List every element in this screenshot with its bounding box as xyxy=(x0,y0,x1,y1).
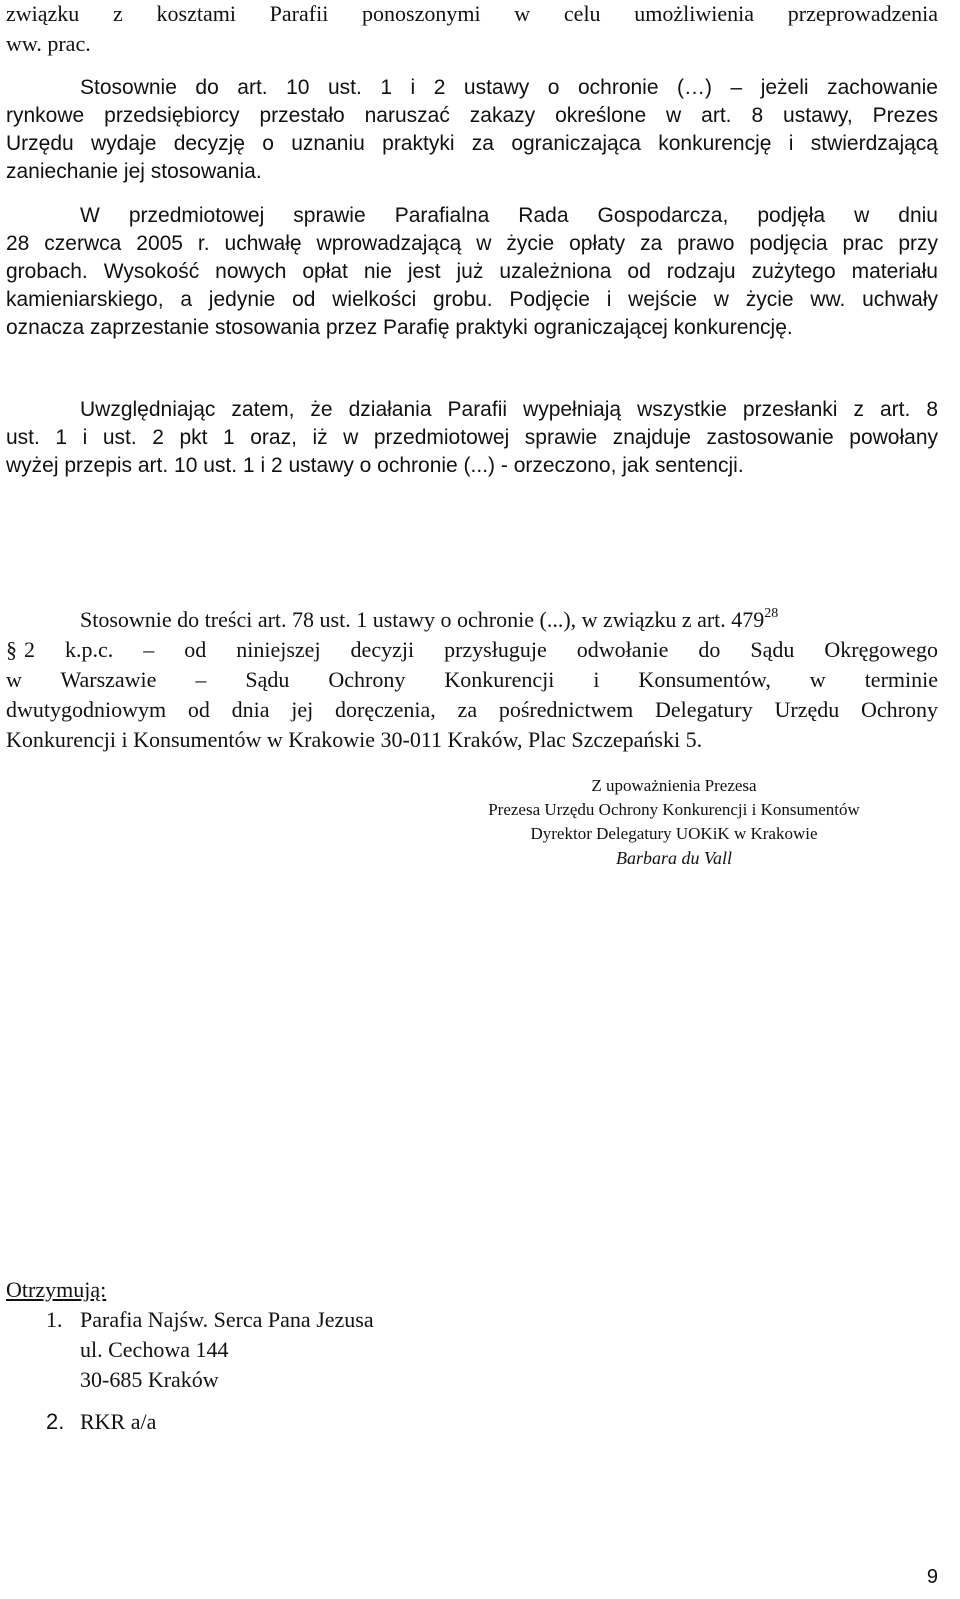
signature-line: Dyrektor Delegatury UOKiK w Krakowie xyxy=(530,824,818,843)
text-line: Stosownie do art. 10 ust. 1 i 2 ustawy o ochronie (…) – jeżeli zachowanie xyxy=(80,76,938,99)
paragraph-sign-icon: § xyxy=(6,637,17,662)
text-line: ust. 1 i ust. 2 pkt 1 oraz, iż w przedmiotowej sprawie znajduje zastosowanie powołany xyxy=(6,426,938,449)
text-line: związku z kosztami Parafii ponoszonymi w celu umożliwienia przeprowadzenia xyxy=(6,1,938,26)
signature-line: Z upoważnienia Prezesa xyxy=(591,776,757,795)
page-number: 9 xyxy=(926,1566,938,1588)
text-line: kamieniarskiego, a jedynie od wielkości grobu. Podjęcie i wejście w życie ww. uchwały xyxy=(6,288,938,311)
recipient-number: 1. xyxy=(46,1307,63,1332)
text-line-main: Stosownie do treści art. 78 ust. 1 ustawy o ochronie (...), w związku z art. 479 xyxy=(80,607,765,632)
signature-name: Barbara du Vall xyxy=(615,848,732,868)
text-line: ww. prac. xyxy=(6,31,91,56)
text-line: Uwzględniając zatem, że działania Parafii wypełniają wszystkie przesłanki z art. 8 xyxy=(80,398,938,421)
text-line: 28 czerwca 2005 r. uchwałę wprowadzającą w życie opłaty za prawo podjęcia prac przy xyxy=(6,232,938,255)
recipient-line: Parafia Najśw. Serca Pana Jezusa xyxy=(80,1307,374,1332)
text-line: oznacza zaprzestanie stosowania przez Parafię praktyki ograniczającej konkurencję. xyxy=(6,316,793,339)
recipient-line: 30-685 Kraków xyxy=(80,1367,219,1392)
text-line xyxy=(6,636,938,664)
text-line: Konkurencji i Konsumentów w Krakowie 30-011 Kraków, Plac Szczepański 5. xyxy=(6,727,703,752)
superscript-28: 28 xyxy=(764,606,779,621)
recipient-line: RKR a/a xyxy=(80,1409,157,1434)
text-line: W przedmiotowej sprawie Parafialna Rada Gospodarcza, podjęła w dniu xyxy=(80,204,938,227)
text-line: Urzędu wydaje decyzję o uznaniu praktyki za ograniczająca konkurencję i stwierdzającą xyxy=(6,132,938,155)
text-line: wyżej przepis art. 10 ust. 1 i 2 ustawy o ochronie (...) - orzeczono, jak sentencji. xyxy=(6,454,744,477)
recipients-title: Otrzymują: xyxy=(6,1277,107,1302)
text-line: grobach. Wysokość nowych opłat nie jest już uzależniona od rodzaju zużytego materiału xyxy=(6,260,938,283)
text-line-main: 2 k.p.c. – od niniejszej decyzji przysługuje odwołanie do Sądu Okręgowego xyxy=(24,637,938,662)
recipient-number: 2. xyxy=(46,1409,65,1434)
text-line: dwutygodniowym od dnia jej doręczenia, za pośrednictwem Delegatury Urzędu Ochrony xyxy=(6,697,938,722)
text-line xyxy=(80,606,938,634)
text-line: zaniechanie jej stosowania. xyxy=(6,160,262,183)
signature-line: Prezesa Urzędu Ochrony Konkurencji i Konsumentów xyxy=(488,800,860,819)
text-line: w Warszawie – Sądu Ochrony Konkurencji i Konsumentów, w terminie xyxy=(6,667,938,692)
text-line: rynkowe przedsiębiorcy przestało naruszać zakazy określone w art. 8 ustawy, Prezes xyxy=(6,104,938,127)
recipient-line: ul. Cechowa 144 xyxy=(80,1337,229,1362)
